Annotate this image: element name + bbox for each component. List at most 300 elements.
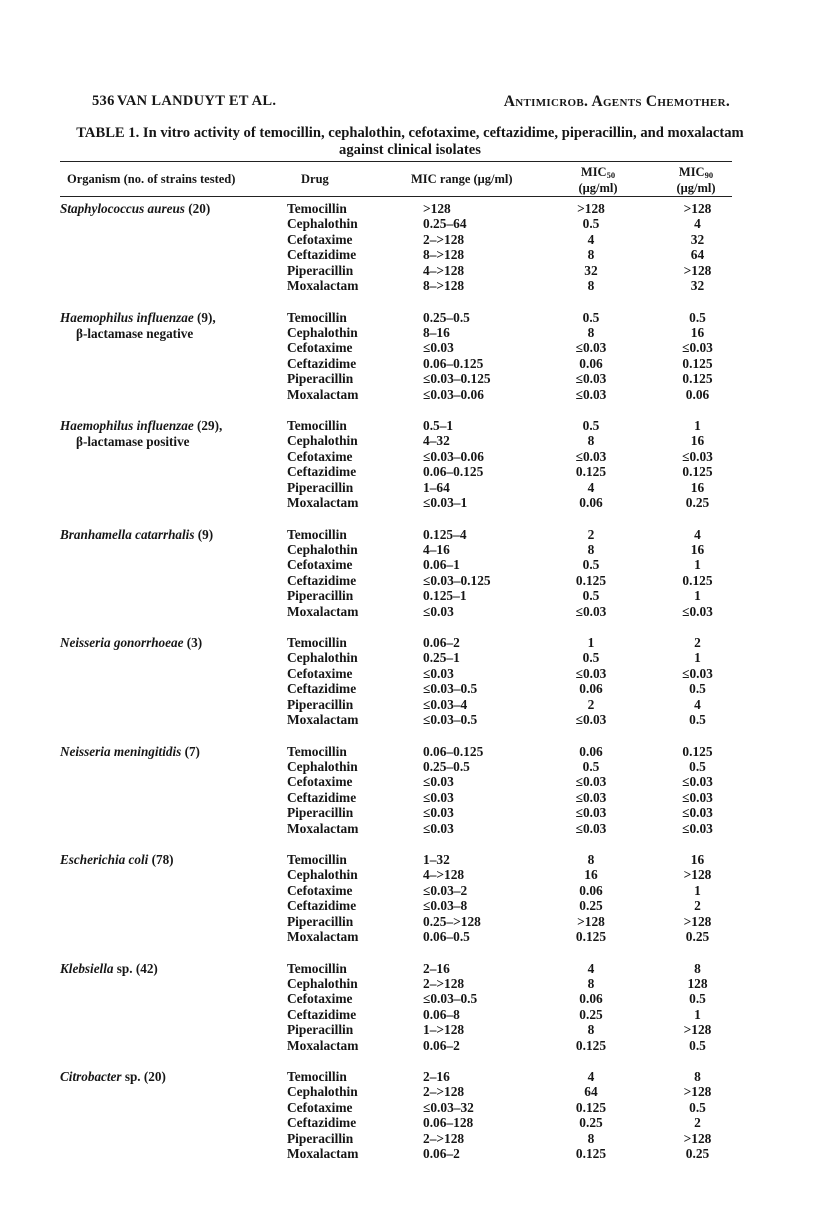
mic-range-cell: ≤0.03–0.06 (423, 386, 484, 402)
table-caption: TABLE 1. In vitro activity of temocillin, cephalothin, cefotaxime, ceftazidime, piperacillin, and moxalactam against clinical isolates (76, 125, 744, 158)
table-row (0, 898, 816, 913)
running-head-authors: VAN LANDUYT ET AL. (117, 93, 277, 109)
mic90-cell: 32 (690, 278, 705, 293)
table-row (0, 310, 816, 325)
mic50-cell: 1 (587, 635, 595, 650)
mic-range-cell: 0.06–0.5 (423, 929, 470, 944)
mic90-cell: ≤0.03 (682, 789, 713, 805)
drug-cell: Cephalothin (287, 541, 358, 557)
table-row (0, 991, 816, 1006)
mic50-cell: >128 (577, 913, 605, 929)
organism-name: Staphylococcus aureus (60, 201, 185, 216)
mic90-cell: 0.125 (682, 464, 713, 480)
mic90-cell: 16 (690, 324, 705, 340)
mic90-cell: 64 (690, 247, 705, 263)
table-row (0, 588, 816, 603)
organism-strain-count: sp. (20) (121, 1069, 166, 1084)
mic-range-cell: 4–>128 (423, 867, 465, 883)
mic50-cell: 0.25 (579, 1006, 603, 1022)
organism-name: Escherichia coli (60, 852, 149, 867)
mic90-cell: 128 (687, 975, 708, 991)
table-row (0, 1115, 816, 1130)
drug-cell: Temocillin (287, 1069, 347, 1084)
mic90-cell: 0.125 (682, 355, 713, 371)
drug-cell: Cephalothin (287, 433, 358, 449)
table-row (0, 557, 816, 572)
mic50-cell: 0.125 (575, 572, 607, 588)
mic50-cell: 0.125 (575, 1146, 607, 1161)
mic-range-cell: ≤0.03 (423, 789, 454, 805)
mic50-cell: ≤0.03 (575, 448, 607, 464)
mic90-cell: 0.5 (689, 681, 706, 697)
organism-name: Klebsiella (60, 960, 114, 976)
mic50-cell: >128 (577, 201, 605, 216)
table-row (0, 340, 816, 355)
table-row (0, 1022, 816, 1037)
mic50-cell: 8 (587, 278, 595, 293)
organism-name: Neisseria gonorrhoeae (60, 635, 184, 650)
table-row (0, 418, 816, 433)
drug-cell: Moxalactam (287, 603, 359, 619)
mic50-cell: 2 (587, 696, 595, 712)
drug-cell: Temocillin (287, 635, 347, 650)
mic-range-cell: ≤0.03–1 (423, 495, 468, 510)
drug-cell: Piperacillin (287, 479, 354, 495)
table-row (0, 449, 816, 464)
mic90-cell: 16 (690, 479, 705, 495)
mic50-cell: 0.5 (582, 418, 600, 433)
mic50-cell: ≤0.03 (575, 665, 607, 681)
mic-range-cell: ≤0.03–4 (423, 696, 468, 712)
mic90-cell: ≤0.03 (682, 774, 713, 790)
organism-name: Haemophilus influenzae (60, 418, 194, 433)
drug-cell: Moxalactam (287, 929, 359, 944)
mic-range-cell: 0.06–2 (423, 635, 460, 650)
mic50-cell: ≤0.03 (575, 340, 607, 356)
mic-range-cell: 2–>128 (423, 231, 465, 247)
mic-range-cell: 2–16 (423, 1069, 450, 1084)
mic50-cell: ≤0.03 (575, 371, 607, 387)
drug-cell: Moxalactam (287, 712, 359, 727)
mic50-cell: ≤0.03 (575, 805, 607, 821)
organism-strain-count: (29), (193, 418, 223, 433)
table-top-rule (60, 161, 732, 162)
mic90-cell: 0.06 (685, 386, 710, 402)
mic-range-cell: 4–32 (423, 433, 450, 449)
table-row (0, 976, 816, 991)
mic50-cell: 0.06 (579, 355, 603, 371)
drug-cell: Piperacillin (287, 262, 354, 278)
table-row (0, 744, 816, 759)
table-row (0, 805, 816, 820)
mic-range-cell: 1–64 (423, 479, 450, 495)
mic-range-cell: 0.25–>128 (423, 913, 481, 929)
mic-range-cell: ≤0.03 (423, 340, 454, 356)
organism-name: Neisseria meningitidis (60, 743, 182, 759)
mic-range-cell: 0.06–8 (423, 1006, 460, 1022)
mic-range-cell: 8–16 (423, 324, 450, 340)
mic-range-cell: ≤0.03 (423, 820, 454, 836)
mic50-cell: ≤0.03 (575, 603, 607, 619)
mic-range-cell: ≤0.03 (423, 774, 454, 790)
mic90-cell: >128 (683, 1022, 712, 1038)
mic90-cell: 0.5 (689, 1099, 706, 1115)
mic50-cell: 0.5 (582, 216, 600, 232)
drug-cell: Temocillin (287, 960, 347, 976)
drug-cell: Temocillin (287, 743, 347, 759)
mic-range-cell: ≤0.03–0.125 (423, 572, 491, 588)
table-row (0, 759, 816, 774)
mic90-cell: >128 (683, 1084, 712, 1100)
mic-range-cell: 4–>128 (423, 262, 465, 278)
drug-cell: Piperacillin (287, 1022, 354, 1038)
mic90-cell: 2 (694, 635, 701, 650)
table-row (0, 1038, 816, 1053)
mic90-cell: 1 (694, 1006, 701, 1022)
drug-cell: Piperacillin (287, 1130, 354, 1146)
table-row (0, 573, 816, 588)
mic-range-cell: 2–>128 (423, 1084, 465, 1100)
mic-range-cell: 0.06–0.125 (423, 355, 484, 371)
mic90-cell: 8 (694, 1069, 701, 1084)
mic-range-cell: 0.5–1 (423, 418, 454, 433)
mic90-cell: 1 (694, 557, 701, 573)
mic90-cell: 2 (694, 1115, 701, 1131)
mic90-cell: 0.25 (685, 495, 710, 510)
mic-range-cell: 0.06–0.125 (423, 743, 484, 759)
drug-cell: Cephalothin (287, 975, 358, 991)
drug-cell: Cefotaxime (287, 340, 353, 356)
mic90-cell: 16 (690, 852, 705, 867)
table-row (0, 387, 816, 402)
drug-cell: Moxalactam (287, 820, 359, 836)
drug-cell: Cefotaxime (287, 448, 353, 464)
table-row (0, 247, 816, 262)
drug-cell: Cefotaxime (287, 774, 353, 790)
mic90-cell: ≤0.03 (682, 603, 713, 619)
organism-strain-count: (7) (181, 743, 200, 759)
drug-cell: Piperacillin (287, 696, 354, 712)
mic-range-cell: ≤0.03 (423, 805, 454, 821)
table-row (0, 697, 816, 712)
mic-range-cell: 2–>128 (423, 1130, 465, 1146)
drug-cell: Piperacillin (287, 805, 354, 821)
mic-range-cell: >128 (423, 201, 451, 216)
table-row (0, 201, 816, 216)
table-row (0, 1069, 816, 1084)
mic90-cell: 0.5 (689, 991, 706, 1007)
mic50-cell: 0.25 (579, 898, 603, 914)
organism-qualifier: β-lactamase negative (76, 325, 194, 341)
drug-cell: Cefotaxime (287, 1099, 353, 1115)
organism-strain-count: (3) (183, 635, 203, 650)
mic90-cell: >128 (683, 913, 712, 929)
mic90-cell: 0.25 (685, 1146, 710, 1161)
mic50-cell: ≤0.03 (575, 386, 607, 402)
mic50-cell: 8 (587, 975, 595, 991)
mic90-cell: 4 (694, 696, 701, 712)
mic90-cell: 0.5 (689, 309, 706, 325)
organism-name: Haemophilus influenzae (60, 309, 194, 325)
running-head-journal: Antimicrob. Agents Chemother. (503, 93, 730, 110)
table-row (0, 480, 816, 495)
mic50-cell: 4 (587, 479, 595, 495)
mic50-cell: 0.125 (575, 1037, 607, 1053)
table-row (0, 666, 816, 681)
drug-cell: Cefotaxime (287, 882, 353, 898)
drug-cell: Cefotaxime (287, 665, 353, 681)
table-row (0, 712, 816, 727)
mic50-label: MIC (580, 165, 607, 179)
drug-cell: Cefotaxime (287, 231, 353, 247)
table-row (0, 216, 816, 231)
mic50-cell: 16 (584, 867, 598, 883)
mic-range-cell: 0.06–2 (423, 1146, 460, 1161)
drug-cell: Ceftazidime (287, 898, 357, 914)
mic50-cell: 8 (587, 541, 595, 557)
drug-cell: Piperacillin (287, 913, 354, 929)
mic90-unit: (μg/ml) (676, 181, 716, 195)
mic-range-cell: ≤0.03–2 (423, 882, 468, 898)
drug-cell: Cephalothin (287, 1084, 358, 1100)
mic50-cell: 8 (587, 433, 595, 449)
mic90-cell: >128 (683, 262, 712, 278)
drug-cell: Cephalothin (287, 650, 358, 666)
drug-cell: Cefotaxime (287, 557, 353, 573)
mic50-cell: 0.25 (579, 1115, 603, 1131)
mic90-cell: 2 (694, 898, 701, 914)
mic50-cell: 0.06 (579, 743, 603, 759)
mic90-cell: 0.5 (689, 1037, 706, 1053)
mic-range-cell: ≤0.03–0.5 (423, 991, 478, 1007)
mic90-cell: 1 (694, 588, 701, 604)
drug-cell: Cephalothin (287, 867, 358, 883)
table-row (0, 371, 816, 386)
table-row (0, 929, 816, 944)
table-row (0, 1007, 816, 1022)
drug-cell: Cephalothin (287, 324, 358, 340)
mic50-cell: ≤0.03 (575, 820, 607, 836)
table-row (0, 278, 816, 293)
mic-range-cell: 0.06–128 (423, 1115, 474, 1131)
drug-cell: Temocillin (287, 418, 347, 433)
drug-cell: Ceftazidime (287, 572, 357, 588)
mic50-cell: 4 (587, 960, 595, 976)
mic-range-cell: 2–16 (423, 960, 450, 976)
table-row (0, 883, 816, 898)
drug-cell: Moxalactam (287, 495, 359, 510)
mic50-cell: 0.125 (575, 1099, 607, 1115)
mic50-cell: 8 (587, 852, 595, 867)
table-row (0, 635, 816, 650)
mic50-cell: 0.06 (579, 882, 603, 898)
drug-cell: Ceftazidime (287, 247, 357, 263)
mic90-cell: 1 (694, 650, 701, 666)
mic50-cell: 0.06 (579, 681, 603, 697)
table-row (0, 356, 816, 371)
mic90-cell: 32 (690, 231, 705, 247)
drug-cell: Ceftazidime (287, 1115, 357, 1131)
mic90-cell: >128 (683, 1130, 712, 1146)
mic50-cell: 2 (587, 526, 595, 542)
table-row (0, 790, 816, 805)
mic-range-cell: 2–>128 (423, 975, 465, 991)
mic90-label: MIC (678, 165, 705, 179)
mic-range-cell: 0.25–64 (423, 216, 467, 232)
mic-range-cell: ≤0.03–0.5 (423, 712, 478, 727)
drug-cell: Moxalactam (287, 1146, 359, 1161)
table-row (0, 232, 816, 247)
mic50-cell: 0.5 (582, 650, 600, 666)
mic-range-cell: ≤0.03–0.5 (423, 681, 478, 697)
mic-range-cell: ≤0.03 (423, 603, 454, 619)
mic90-cell: 0.125 (682, 743, 713, 759)
table-row (0, 961, 816, 976)
table-row (0, 681, 816, 696)
table-row (0, 867, 816, 882)
mic-range-cell: 4–16 (423, 541, 450, 557)
drug-cell: Ceftazidime (287, 1006, 357, 1022)
mic50-cell: 4 (587, 231, 595, 247)
mic50-cell: 0.125 (575, 929, 607, 944)
mic-range-cell: ≤0.03–0.125 (423, 371, 491, 387)
mic50-cell: 32 (584, 262, 598, 278)
mic90-cell: ≤0.03 (682, 820, 713, 836)
mic-range-cell: 0.06–1 (423, 557, 460, 573)
drug-cell: Cephalothin (287, 758, 358, 774)
table-row (0, 433, 816, 448)
table-row (0, 464, 816, 479)
mic90-subscript: 90 (704, 170, 714, 180)
mic90-cell: 0.125 (682, 371, 713, 387)
drug-cell: Temocillin (287, 526, 347, 542)
mic90-cell: ≤0.03 (682, 665, 713, 681)
mic90-cell: 8 (694, 960, 701, 976)
drug-cell: Temocillin (287, 201, 347, 216)
organism-name: Branhamella catarrhalis (60, 526, 195, 542)
drug-cell: Ceftazidime (287, 464, 357, 480)
mic90-cell: 0.25 (685, 929, 710, 944)
mic90-cell: ≤0.03 (682, 805, 713, 821)
table-row (0, 542, 816, 557)
mic50-unit: (μg/ml) (578, 181, 618, 195)
table-row (0, 1146, 816, 1161)
drug-cell: Ceftazidime (287, 789, 357, 805)
table-row (0, 1131, 816, 1146)
mic90-cell: >128 (683, 867, 712, 883)
table-row (0, 774, 816, 789)
mic50-cell: 64 (584, 1084, 598, 1100)
mic50-cell: ≤0.03 (575, 789, 607, 805)
mic-range-cell: ≤0.03 (423, 665, 454, 681)
mic-range-cell: 0.25–0.5 (423, 309, 470, 325)
drug-cell: Temocillin (287, 852, 347, 867)
mic90-cell: >128 (683, 201, 712, 216)
mic50-cell: 8 (587, 1130, 595, 1146)
mic-range-cell: 0.06–0.125 (423, 464, 484, 480)
mic90-cell: 0.5 (689, 758, 706, 774)
mic50-cell: 0.5 (582, 588, 600, 604)
mic90-cell: 0.125 (682, 572, 713, 588)
drug-cell: Moxalactam (287, 386, 359, 402)
mic-range-cell: 8–>128 (423, 278, 465, 293)
column-header-mic-range: MIC range (μg/ml) (411, 172, 513, 186)
column-header-drug: Drug (301, 172, 329, 186)
table-row (0, 495, 816, 510)
mic-range-cell: 0.25–1 (423, 650, 460, 666)
mic-range-cell: 0.25–0.5 (423, 758, 470, 774)
mic-range-cell: ≤0.03–8 (423, 898, 468, 914)
drug-cell: Ceftazidime (287, 355, 357, 371)
table-row (0, 1084, 816, 1099)
table-row (0, 263, 816, 278)
mic90-cell: 4 (694, 526, 701, 542)
mic90-cell: 16 (690, 433, 705, 449)
mic90-cell: 1 (694, 882, 701, 898)
mic90-cell: ≤0.03 (682, 448, 713, 464)
table-row (0, 604, 816, 619)
table-row (0, 914, 816, 929)
mic50-cell: 4 (587, 1069, 595, 1084)
organism-strain-count: (78) (148, 852, 174, 867)
table-header-rule (60, 196, 732, 197)
page-number: 536 (92, 93, 115, 109)
table-row (0, 821, 816, 836)
mic50-cell: ≤0.03 (575, 712, 607, 727)
mic50-cell: 0.5 (582, 557, 600, 573)
mic90-cell: 16 (690, 541, 705, 557)
table-row (0, 527, 816, 542)
mic-range-cell: 0.06–2 (423, 1037, 460, 1053)
organism-strain-count: (20) (184, 201, 211, 216)
mic-range-cell: 1–32 (423, 852, 450, 867)
table-row (0, 325, 816, 340)
mic50-cell: 8 (587, 247, 595, 263)
column-header-organism: Organism (no. of strains tested) (67, 172, 236, 186)
drug-cell: Moxalactam (287, 278, 359, 293)
mic50-subscript: 50 (606, 170, 616, 180)
mic-range-cell: 1–>128 (423, 1022, 465, 1038)
drug-cell: Moxalactam (287, 1037, 359, 1053)
mic-range-cell: ≤0.03–32 (423, 1099, 474, 1115)
organism-strain-count: (9), (193, 309, 216, 325)
mic50-cell: 0.06 (579, 495, 603, 510)
mic50-cell: ≤0.03 (575, 774, 607, 790)
table-row (0, 1100, 816, 1115)
mic-range-cell: 0.125–4 (423, 526, 467, 542)
mic50-cell: 8 (587, 324, 595, 340)
organism-qualifier: β-lactamase positive (76, 434, 190, 449)
drug-cell: Cephalothin (287, 216, 358, 232)
mic50-cell: 0.5 (582, 758, 600, 774)
mic50-cell: 0.5 (582, 309, 600, 325)
drug-cell: Ceftazidime (287, 681, 357, 697)
mic50-cell: 8 (587, 1022, 595, 1038)
organism-strain-count: sp. (42) (113, 960, 158, 976)
mic90-cell: 4 (694, 216, 701, 232)
table-row (0, 852, 816, 867)
column-header-mic90 (676, 166, 716, 195)
drug-cell: Piperacillin (287, 371, 354, 387)
drug-cell: Cefotaxime (287, 991, 353, 1007)
drug-cell: Temocillin (287, 309, 347, 325)
mic-range-cell: 8–>128 (423, 247, 465, 263)
mic50-cell: 0.125 (575, 464, 607, 480)
organism-strain-count: (9) (194, 526, 214, 542)
mic90-cell: ≤0.03 (682, 340, 713, 356)
mic-range-cell: ≤0.03–0.06 (423, 448, 484, 464)
organism-name: Citrobacter (60, 1069, 122, 1084)
